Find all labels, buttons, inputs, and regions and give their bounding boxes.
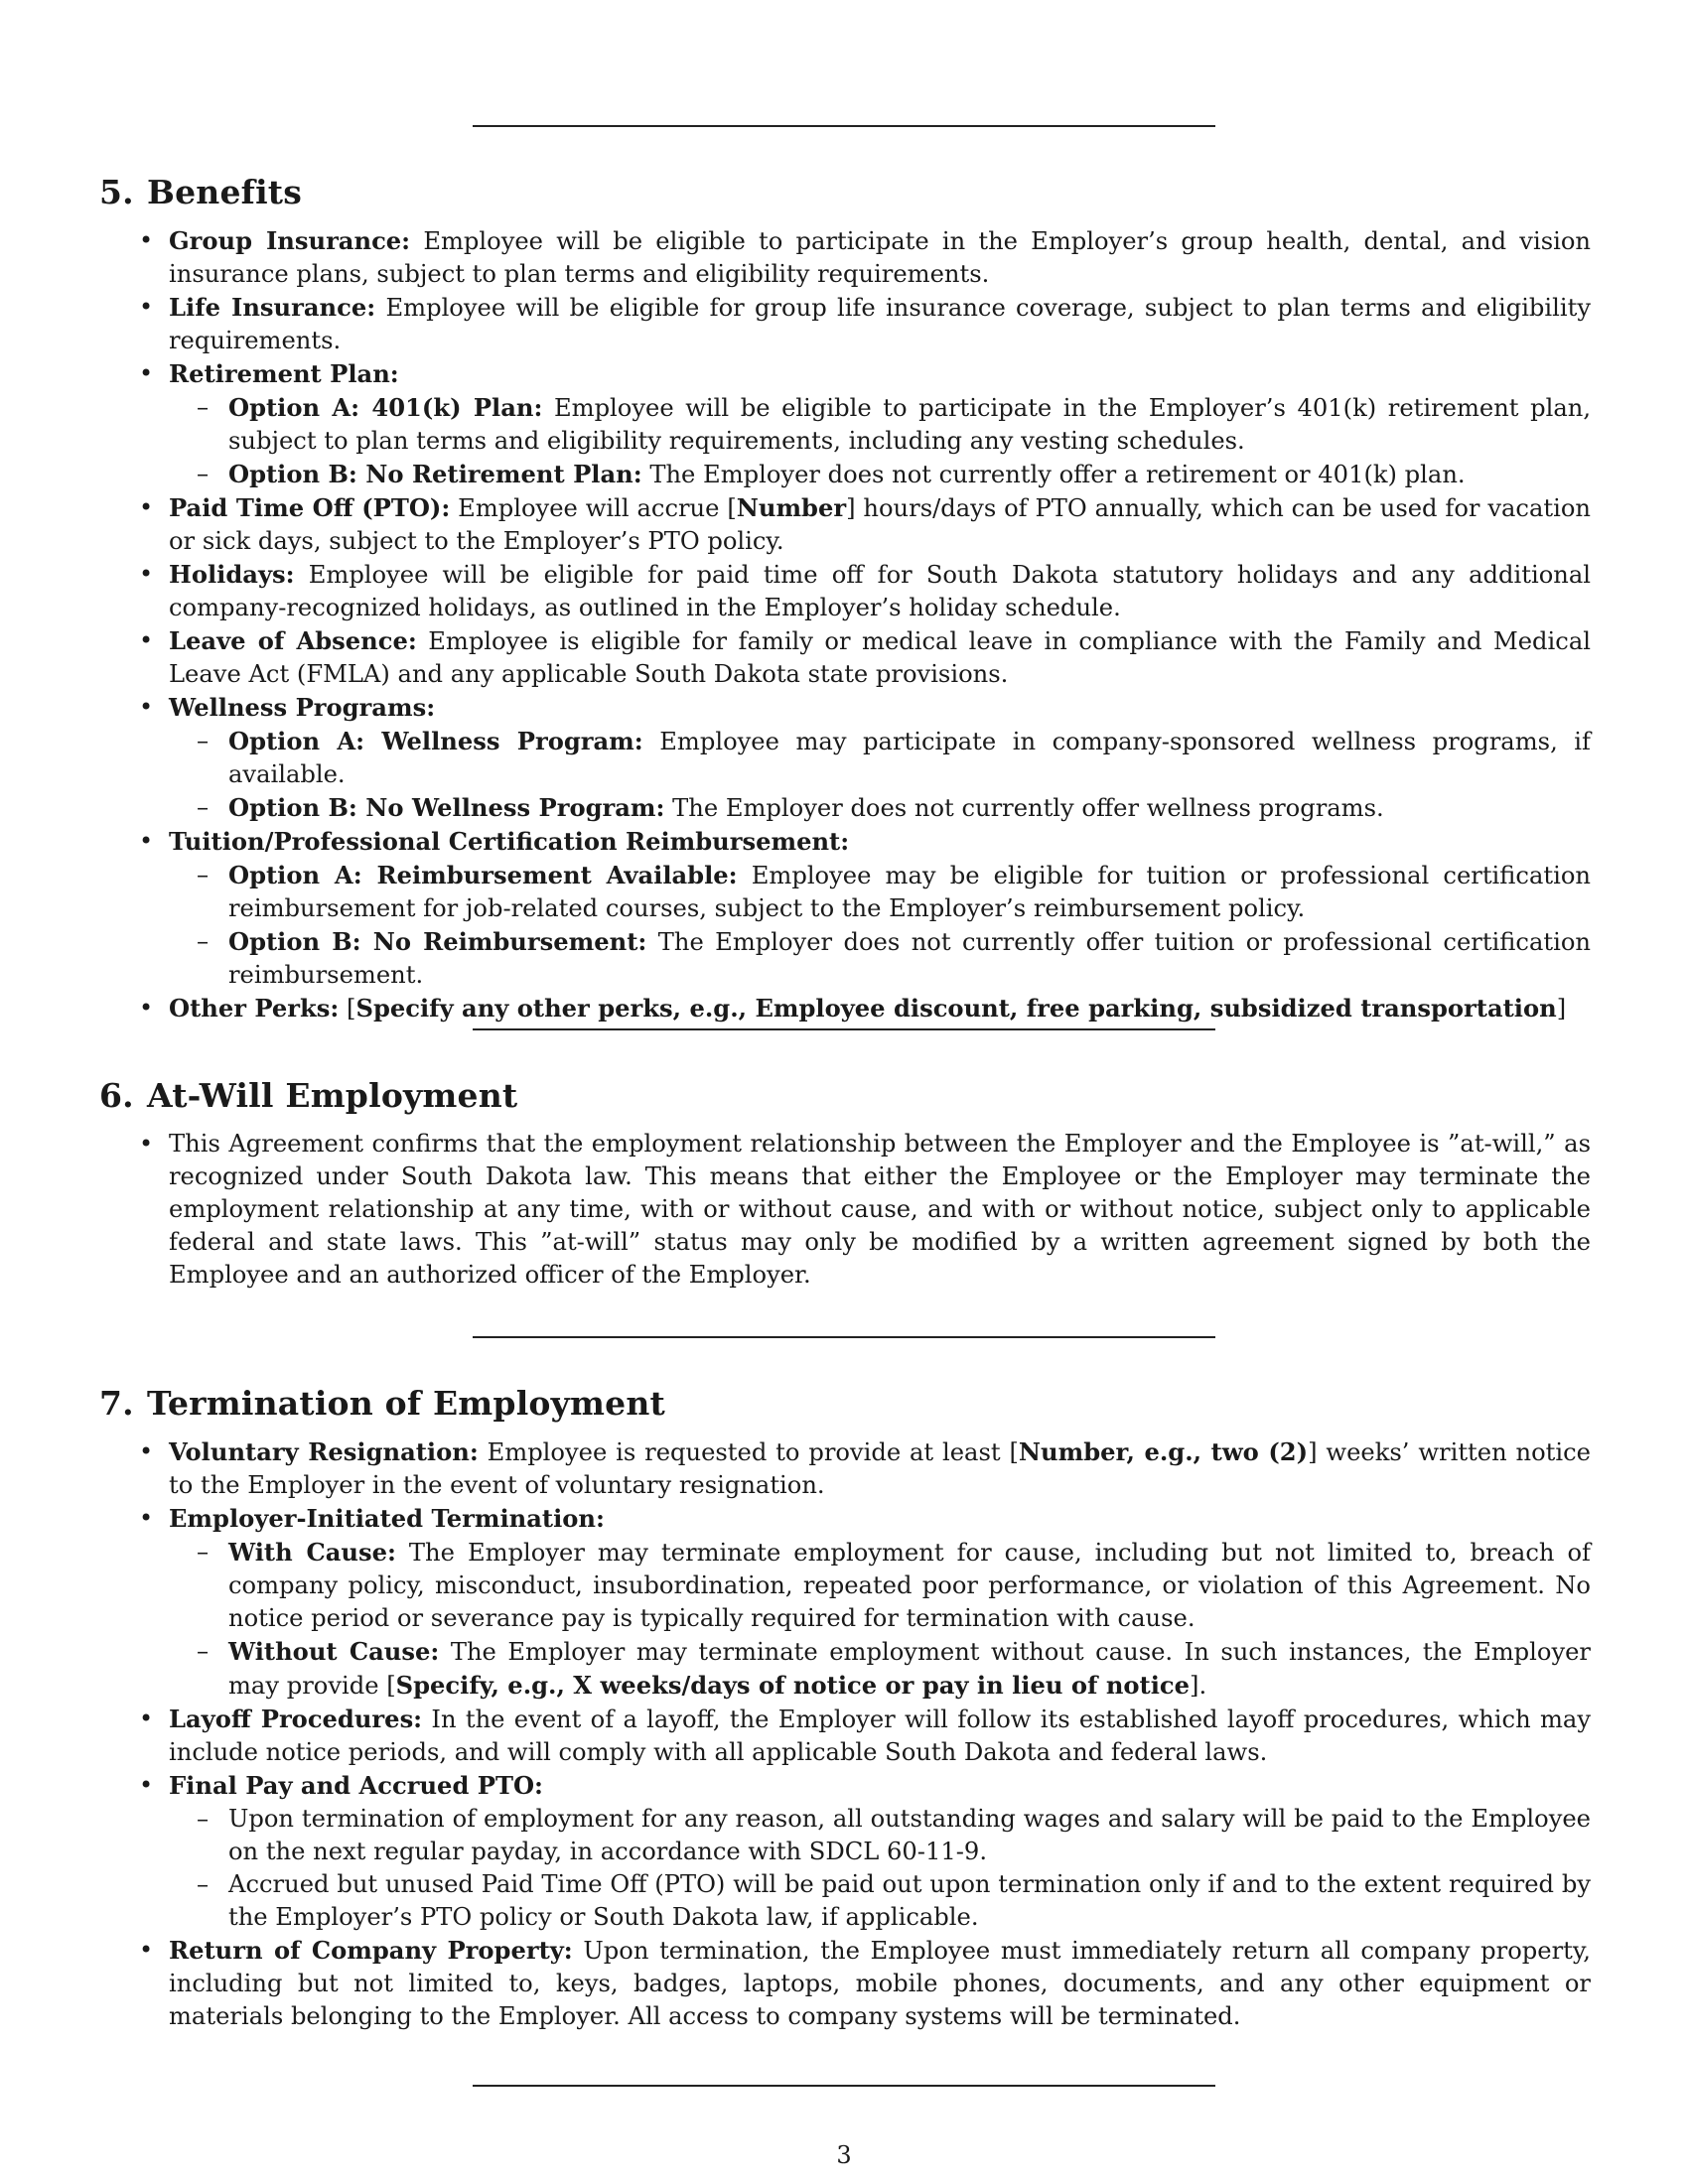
sub-item-final-wages: – Upon termination of employment for any reason, all outstanding wages and salary will be paid to the Employee on the next regular payday, in accordance with SDCL 60-11-9.	[228, 1803, 1591, 1868]
list-item-life-insurance: • Life Insurance: Employee will be eligible for group life insurance coverage, subject to plan terms and eligibility requirements.	[169, 291, 1591, 357]
section-divider	[473, 1336, 1215, 1338]
list-item-group-insurance: • Group Insurance: Employee will be eligible to participate in the Employer’s group health, dental, and vision insurance plans, subject to plan terms and eligibility requirements.	[169, 224, 1591, 291]
section-at-will	[99, 1076, 1591, 1292]
list-item-employer-initiated: • Employer-Initiated Termination: – With Cause: The Employer may terminate employment for cause, including but not limited to, breach of company policy, misconduct, insubordination, repeated poor performance, or violation of this Agreement. No notice period or severance pay is typically required for termination with cause. – Without Cause: The Employer may terminate employment without cause. In such instances, the Employer may provide [Specify, e.g., X weeks/days of notice or pay in lieu of notice].	[169, 1502, 1591, 1703]
page-number: 3	[836, 2141, 852, 2169]
section-heading: 6. At-Will Employment	[99, 1076, 518, 1115]
list-item-wellness: • Wellness Programs: – Option A: Wellness Program: Employee may participate in company-sponsored wellness programs, if available. – Option B: No Wellness Program: The Employer does not currently offer wellness programs.	[169, 691, 1591, 825]
list-item-final-pay: • Final Pay and Accrued PTO: – Upon termination of employment for any reason, all outstanding wages and salary will be paid to the Employee on the next regular payday, in accordance with SDCL 60-11-9. – Accrued but unused Paid Time Off (PTO) will be paid out upon termination only if and to the extent required by the Employer’s PTO policy or South Dakota law, if applicable.	[169, 1769, 1591, 1934]
section-heading: 5. Benefits	[99, 173, 303, 211]
section-heading: 7. Termination of Employment	[99, 1384, 665, 1423]
section-divider	[473, 125, 1215, 127]
list-item-at-will: • This Agreement confirms that the employment relationship between the Employer and the Employee is ”at-will,” as recognized under South Dakota law. This means that either the Employee or the Employer may terminate the employment relationship at any time, with or without cause, and with or without notice, subject only to applicable federal and state laws. This ”at-will” status may only be modified by a written agreement signed by both the Employee and an authorized officer of the Employer.	[169, 1128, 1591, 1292]
list-item-tuition: • Tuition/Professional Certification Reimbursement: – Option A: Reimbursement Available: Employee may be eligible for tuition or professional certification reimbursement for job-related courses, subject to the Employer’s reimbursement policy. – Option B: No Reimbursement: The Employer does not currently offer tuition or professional certification reimbursement.	[169, 825, 1591, 992]
termination-list	[99, 1435, 1591, 2033]
section-divider	[473, 1028, 1215, 1030]
sub-item-option-a: – Option A: 401(k) Plan: Employee will be eligible to participate in the Employer’s 401(k) retirement plan, subject to plan terms and eligibility requirements, including any vesting schedules.	[228, 391, 1591, 458]
sub-item-without-cause: – Without Cause: The Employer may terminate employment without cause. In such instances, the Employer may provide [Specify, e.g., X weeks/days of notice or pay in lieu of notice].	[228, 1635, 1591, 1703]
list-item-holidays: • Holidays: Employee will be eligible for paid time off for South Dakota statutory holidays and any additional company-recognized holidays, as outlined in the Employer’s holiday schedule.	[169, 558, 1591, 624]
list-item-leave: • Leave of Absence: Employee is eligible for family or medical leave in compliance with the Family and Medical Leave Act (FMLA) and any applicable South Dakota state provisions.	[169, 624, 1591, 691]
list-item-pto: • Paid Time Off (PTO): Employee will accrue [Number] hours/days of PTO annually, which can be used for vacation or sick days, subject to the Employer’s PTO policy.	[169, 491, 1591, 558]
sub-item-option-a: – Option A: Wellness Program: Employee may participate in company-sponsored wellness programs, if available.	[228, 725, 1591, 791]
list-item-layoff: • Layoff Procedures: In the event of a layoff, the Employer will follow its established layoff procedures, which may include notice periods, and will comply with all applicable South Dakota and federal laws.	[169, 1703, 1591, 1769]
list-item-other-perks: • Other Perks: [Specify any other perks, e.g., Employee discount, free parking, subsidized transportation]	[169, 992, 1591, 1025]
benefits-list	[99, 224, 1591, 1025]
sub-item-option-b: – Option B: No Reimbursement: The Employer does not currently offer tuition or professional certification reimbursement.	[228, 925, 1591, 992]
section-benefits	[99, 173, 1591, 1025]
section-divider	[473, 2085, 1215, 2087]
sub-item-option-b: – Option B: No Retirement Plan: The Employer does not currently offer a retirement or 401(k) plan.	[228, 458, 1591, 491]
section-termination	[99, 1384, 1591, 2033]
list-item-retirement: • Retirement Plan: – Option A: 401(k) Plan: Employee will be eligible to participate in the Employer’s 401(k) retirement plan, subject to plan terms and eligibility requirements, including any vesting schedules. – Option B: No Retirement Plan: The Employer does not currently offer a retirement or 401(k) plan.	[169, 357, 1591, 491]
sub-item-with-cause: – With Cause: The Employer may terminate employment for cause, including but not limited to, breach of company policy, misconduct, insubordination, repeated poor performance, or violation of this Agreement. No notice period or severance pay is typically required for termination with cause.	[228, 1536, 1591, 1635]
list-item-voluntary: • Voluntary Resignation: Employee is requested to provide at least [Number, e.g., two (2)] weeks’ written notice to the Employer in the event of voluntary resignation.	[169, 1435, 1591, 1502]
at-will-list	[99, 1128, 1591, 1292]
sub-item-option-a: – Option A: Reimbursement Available: Employee may be eligible for tuition or professional certification reimbursement for job-related courses, subject to the Employer’s reimbursement policy.	[228, 859, 1591, 925]
sub-item-accrued-pto: – Accrued but unused Paid Time Off (PTO) will be paid out upon termination only if and to the extent required by the Employer’s PTO policy or South Dakota law, if applicable.	[228, 1868, 1591, 1934]
list-item-company-property: • Return of Company Property: Upon termination, the Employee must immediately return all company property, including but not limited to, keys, badges, laptops, mobile phones, documents, and any other equipment or materials belonging to the Employer. All access to company systems will be terminated.	[169, 1934, 1591, 2033]
sub-item-option-b: – Option B: No Wellness Program: The Employer does not currently offer wellness programs.	[228, 791, 1591, 825]
